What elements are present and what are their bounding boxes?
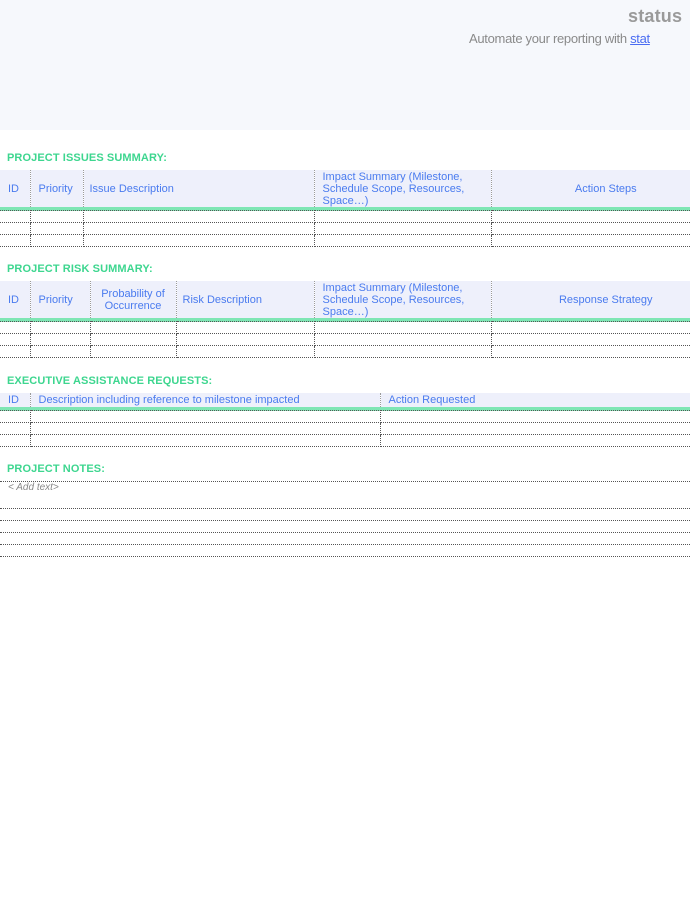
table-cell[interactable] (176, 334, 314, 346)
table-cell[interactable] (176, 346, 314, 358)
table-cell[interactable] (83, 211, 314, 223)
notes-table (0, 481, 690, 557)
table-row (0, 411, 690, 423)
tagline-link[interactable]: stat (630, 31, 650, 46)
table-row (0, 235, 690, 247)
exec-header-row (0, 393, 690, 407)
table-cell[interactable] (90, 322, 176, 334)
table-cell[interactable] (0, 334, 30, 346)
exec-col-description: Description including reference to milestone impacted (30, 393, 380, 407)
notes-row (0, 533, 690, 545)
issues-table (0, 170, 690, 247)
table-cell[interactable] (0, 223, 30, 235)
notes-line[interactable] (0, 533, 690, 545)
table-cell[interactable] (30, 334, 90, 346)
tagline (469, 31, 650, 46)
risks-col-priority: Priority (30, 281, 90, 318)
table-cell[interactable] (491, 322, 690, 334)
table-cell[interactable] (30, 435, 380, 447)
notes-row (0, 482, 690, 509)
table-cell[interactable] (83, 223, 314, 235)
notes-line[interactable] (0, 509, 690, 521)
table-row (0, 322, 690, 334)
table-cell[interactable] (0, 411, 30, 423)
table-cell[interactable] (0, 235, 30, 247)
exec-section-title: EXECUTIVE ASSISTANCE REQUESTS: (7, 375, 213, 387)
risks-col-id: ID (0, 281, 30, 318)
issues-col-priority: Priority (30, 170, 83, 207)
risks-col-response: Response Strategy (491, 281, 690, 318)
table-cell[interactable] (0, 322, 30, 334)
table-cell[interactable] (0, 423, 30, 435)
table-cell[interactable] (30, 211, 83, 223)
risks-col-probability: Probability of Occurrence (90, 281, 176, 318)
issues-col-description: Issue Description (83, 170, 314, 207)
table-cell[interactable] (314, 334, 491, 346)
table-cell[interactable] (314, 322, 491, 334)
table-cell[interactable] (30, 322, 90, 334)
table-row (0, 435, 690, 447)
table-cell[interactable] (380, 411, 690, 423)
table-cell[interactable] (30, 411, 380, 423)
table-cell[interactable] (491, 334, 690, 346)
table-cell[interactable] (491, 346, 690, 358)
table-cell[interactable] (314, 223, 491, 235)
exec-col-action: Action Requested (380, 393, 690, 407)
table-row (0, 223, 690, 235)
table-cell[interactable] (83, 235, 314, 247)
table-row (0, 346, 690, 358)
notes-line[interactable] (0, 545, 690, 557)
brand-logo: status (628, 6, 683, 26)
notes-line[interactable] (0, 521, 690, 533)
table-cell[interactable] (30, 235, 83, 247)
table-cell[interactable] (30, 346, 90, 358)
issues-col-id: ID (0, 170, 30, 207)
table-cell[interactable] (0, 346, 30, 358)
notes-placeholder: < Add text> (8, 482, 59, 493)
table-cell[interactable] (30, 223, 83, 235)
table-cell[interactable] (0, 211, 30, 223)
table-cell[interactable] (491, 223, 690, 235)
table-cell[interactable] (176, 322, 314, 334)
risks-col-impact: Impact Summary (Milestone, Schedule Scope, Resources, Space…) (314, 281, 491, 318)
table-cell[interactable] (314, 211, 491, 223)
risks-section-title: PROJECT RISK SUMMARY: (7, 263, 153, 275)
notes-row (0, 545, 690, 557)
table-cell[interactable] (30, 423, 380, 435)
table-cell[interactable] (0, 435, 30, 447)
notes-input[interactable] (0, 482, 690, 509)
table-cell[interactable] (314, 235, 491, 247)
table-cell[interactable] (90, 334, 176, 346)
exec-table (0, 393, 690, 447)
exec-col-id: ID (0, 393, 30, 407)
issues-col-impact: Impact Summary (Milestone, Schedule Scope, Resources, Space…) (314, 170, 491, 207)
notes-row (0, 521, 690, 533)
table-cell[interactable] (491, 235, 690, 247)
issues-col-action-steps: Action Steps (491, 170, 690, 207)
issues-header-row (0, 170, 690, 207)
header-banner (0, 0, 690, 130)
table-row (0, 334, 690, 346)
table-cell[interactable] (491, 211, 690, 223)
table-row (0, 211, 690, 223)
risks-col-description: Risk Description (176, 281, 314, 318)
table-cell[interactable] (380, 423, 690, 435)
risks-table (0, 281, 690, 358)
table-cell[interactable] (90, 346, 176, 358)
notes-row (0, 509, 690, 521)
notes-section-title: PROJECT NOTES: (7, 463, 105, 475)
issues-section-title: PROJECT ISSUES SUMMARY: (7, 152, 167, 164)
tagline-text: Automate your reporting with (469, 31, 627, 46)
table-cell[interactable] (314, 346, 491, 358)
table-cell[interactable] (380, 435, 690, 447)
table-row (0, 423, 690, 435)
risks-header-row (0, 281, 690, 318)
